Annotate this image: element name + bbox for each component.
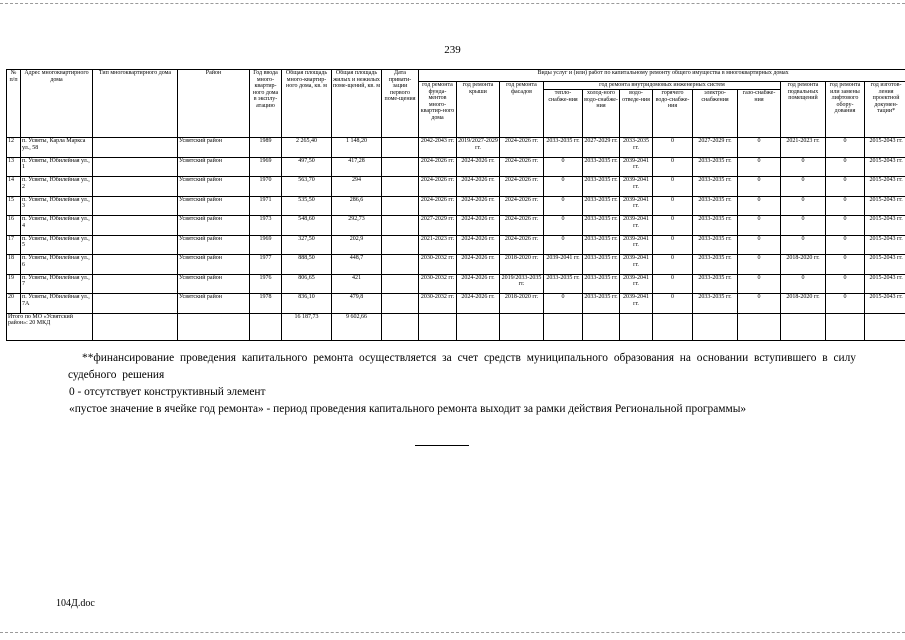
- table-row: [7, 177, 905, 197]
- cell-facade: 2024-2026 гг.: [500, 138, 544, 158]
- cell-electricity: 2033-2035 гг.: [693, 157, 738, 177]
- cell-total-area: 548,60: [282, 216, 332, 236]
- cell-design: 2015-2043 гг.: [865, 138, 905, 158]
- cell-district: Усвятский район: [178, 177, 250, 197]
- cell-type: [93, 255, 178, 275]
- cell-address: п. Усвяты, Юбилейная ул., 1: [21, 157, 93, 177]
- header-district: Район: [178, 70, 250, 138]
- cell-district: Усвятский район: [178, 294, 250, 314]
- cell-year: 1977: [250, 255, 282, 275]
- table-row: [7, 274, 905, 294]
- footnotes: [68, 350, 868, 418]
- total-row: [7, 313, 905, 340]
- cell-year: 1971: [250, 196, 282, 216]
- cell-heating: 2033-2035 гг.: [544, 138, 583, 158]
- cell-heating: 0: [544, 177, 583, 197]
- cell-type: [93, 294, 178, 314]
- cell-year: 1973: [250, 216, 282, 236]
- cell-gas: 0: [738, 294, 781, 314]
- cell-design: 2015-2043 гг.: [865, 216, 905, 236]
- cell-gas: 0: [738, 216, 781, 236]
- cell-cold-water: 2033-2035 гг.: [583, 274, 620, 294]
- cell-num: 12: [7, 138, 21, 158]
- cell-type: [93, 177, 178, 197]
- cell-heating: 2039-2041 гг.: [544, 255, 583, 275]
- cell-electricity: 2027-2029 гг.: [693, 138, 738, 158]
- cell-basement: 0: [781, 235, 826, 255]
- cell-living-area: 286,6: [332, 196, 382, 216]
- cell-privatization: [382, 196, 419, 216]
- cell-lift: 0: [826, 196, 865, 216]
- header-electricity: электро-снабжения: [693, 90, 738, 138]
- cell-facade: 2018-2020 гг.: [500, 294, 544, 314]
- cell-total-area: 327,50: [282, 235, 332, 255]
- cell-total-area: 806,65: [282, 274, 332, 294]
- cell-district: Усвятский район: [178, 235, 250, 255]
- header-num: № п/п: [7, 70, 21, 138]
- cell-facade: 2018-2020 гг.: [500, 255, 544, 275]
- separator-line: [415, 445, 469, 446]
- header-living-area: Общая площадь жилых и нежилых поме-щений, кв. м: [332, 70, 382, 138]
- cell-foundation: 2030-2032 гг.: [419, 274, 457, 294]
- cell-hot-water: 0: [653, 274, 693, 294]
- cell-type: [93, 235, 178, 255]
- cell-num: 17: [7, 235, 21, 255]
- cell-gas: 0: [738, 157, 781, 177]
- cell-district: Усвятский район: [178, 216, 250, 236]
- cell-design: 2015-2043 гг.: [865, 235, 905, 255]
- cell-foundation: 2024-2026 гг.: [419, 177, 457, 197]
- header-gas: газо-снабже-ния: [738, 90, 781, 138]
- header-sewage: водо-отведе-ния: [620, 90, 653, 138]
- cell-privatization: [382, 235, 419, 255]
- cell-privatization: [382, 177, 419, 197]
- cell-roof: 2024-2026 гг.: [457, 294, 500, 314]
- header-year: Год ввода много-квартир-ного дома в эксплу-атацию: [250, 70, 282, 138]
- cell-cold-water: 2033-2035 гг.: [583, 157, 620, 177]
- cell-cold-water: 2033-2035 гг.: [583, 235, 620, 255]
- cell-total-area: 2 265,40: [282, 138, 332, 158]
- cell-type: [93, 157, 178, 177]
- header-systems-group: год ремонта внутридомовых инженерных систем: [544, 82, 781, 90]
- scan-bottom-edge: [0, 632, 905, 633]
- cell-facade: 2024-2026 гг.: [500, 177, 544, 197]
- cell-living-area: 421: [332, 274, 382, 294]
- cell-privatization: [382, 294, 419, 314]
- cell-roof: 2019/2027-2029 гг.: [457, 138, 500, 158]
- cell-basement: 0: [781, 216, 826, 236]
- cell-heating: 0: [544, 157, 583, 177]
- cell-design: 2015-2043 гг.: [865, 157, 905, 177]
- header-type: Тип многоквартирного дома: [93, 70, 178, 138]
- cell-gas: 0: [738, 235, 781, 255]
- table-row: [7, 138, 905, 158]
- cell-living-area: 294: [332, 177, 382, 197]
- header-facade: год ремонта фасадов: [500, 82, 544, 138]
- cell-address: п. Усвяты, Юбилейная ул., 7А: [21, 294, 93, 314]
- cell-basement: 0: [781, 177, 826, 197]
- cell-cold-water: 2033-2035 гг.: [583, 294, 620, 314]
- cell-sewage: 2039-2041 гг.: [620, 177, 653, 197]
- cell-district: Усвятский район: [178, 274, 250, 294]
- cell-district: Усвятский район: [178, 138, 250, 158]
- cell-hot-water: 0: [653, 255, 693, 275]
- cell-foundation: 2030-2032 гг.: [419, 255, 457, 275]
- cell-heating: 0: [544, 294, 583, 314]
- cell-year: 1989: [250, 138, 282, 158]
- cell-design: 2015-2043 гг.: [865, 196, 905, 216]
- cell-cold-water: 2033-2035 гг.: [583, 196, 620, 216]
- cell-gas: 0: [738, 196, 781, 216]
- cell-roof: 2024-2026 гг.: [457, 216, 500, 236]
- note-zero: 0 - отсутствует конструктивный элемент: [69, 386, 266, 398]
- cell-privatization: [382, 274, 419, 294]
- cell-sewage: 2039-2041 гг.: [620, 157, 653, 177]
- cell-total-area: 836,10: [282, 294, 332, 314]
- cell-facade: 2019/2033-2035 гг.: [500, 274, 544, 294]
- header-privatization: Дата привати-зации первого поме-щения: [382, 70, 419, 138]
- capital-repair-table: [6, 69, 905, 341]
- table-row: [7, 216, 905, 236]
- document-filename: 104Д.doc: [56, 598, 95, 609]
- cell-hot-water: 0: [653, 138, 693, 158]
- cell-living-area: 417,28: [332, 157, 382, 177]
- table-row: [7, 255, 905, 275]
- header-design: год изготов-ления проектной докумен-тации*: [865, 82, 905, 138]
- cell-lift: 0: [826, 138, 865, 158]
- cell-electricity: 2033-2035 гг.: [693, 294, 738, 314]
- cell-total-area: 497,50: [282, 157, 332, 177]
- cell-electricity: 2033-2035 гг.: [693, 177, 738, 197]
- cell-design: 2015-2043 гг.: [865, 294, 905, 314]
- cell-year: 1969: [250, 235, 282, 255]
- cell-year: 1976: [250, 274, 282, 294]
- cell-sewage: 2033-2035 гг.: [620, 138, 653, 158]
- cell-lift: 0: [826, 157, 865, 177]
- cell-roof: 2024-2026 гг.: [457, 235, 500, 255]
- cell-address: п. Усвяты, Юбилейная ул., 4: [21, 216, 93, 236]
- cell-address: п. Усвяты, Юбилейная ул., 3: [21, 196, 93, 216]
- cell-foundation: 2042-2043 гг.: [419, 138, 457, 158]
- cell-basement: 2018-2020 гг.: [781, 294, 826, 314]
- cell-cold-water: 2033-2035 гг.: [583, 216, 620, 236]
- cell-lift: 0: [826, 294, 865, 314]
- cell-sewage: 2039-2041 гг.: [620, 255, 653, 275]
- cell-facade: 2024-2026 гг.: [500, 216, 544, 236]
- cell-address: п. Усвяты, Юбилейная ул., 6: [21, 255, 93, 275]
- cell-privatization: [382, 157, 419, 177]
- cell-lift: 0: [826, 216, 865, 236]
- table-body: [7, 138, 905, 314]
- cell-year: 1978: [250, 294, 282, 314]
- cell-roof: 2024-2026 гг.: [457, 177, 500, 197]
- cell-type: [93, 274, 178, 294]
- cell-design: 2015-2043 гг.: [865, 177, 905, 197]
- cell-privatization: [382, 216, 419, 236]
- total-total-area: 16 187,73: [282, 313, 332, 340]
- cell-electricity: 2033-2035 гг.: [693, 196, 738, 216]
- cell-heating: 2033-2035 гг.: [544, 274, 583, 294]
- note-financing: **финансирование проведения капитального ремонта осуществляется за счет средств муниципального образования на основании вступившего в силу судебного решения: [68, 352, 857, 381]
- header-hot-water: горячего водо-снабже-ния: [653, 90, 693, 138]
- cell-lift: 0: [826, 255, 865, 275]
- cell-year: 1969: [250, 157, 282, 177]
- cell-num: 16: [7, 216, 21, 236]
- cell-gas: 0: [738, 177, 781, 197]
- total-label: Итого по МО «Усвятский район»: 20 МКД: [7, 313, 93, 340]
- header-basement: год ремонта подвальных помещений: [781, 82, 826, 138]
- cell-hot-water: 0: [653, 235, 693, 255]
- header-address: Адрес многоквартирного дома: [21, 70, 93, 138]
- cell-sewage: 2039-2041 гг.: [620, 274, 653, 294]
- cell-num: 13: [7, 157, 21, 177]
- cell-num: 20: [7, 294, 21, 314]
- cell-electricity: 2033-2035 гг.: [693, 235, 738, 255]
- cell-type: [93, 216, 178, 236]
- cell-cold-water: 2033-2035 гг.: [583, 255, 620, 275]
- cell-district: Усвятский район: [178, 196, 250, 216]
- table-row: [7, 235, 905, 255]
- cell-living-area: 479,8: [332, 294, 382, 314]
- cell-roof: 2024-2026 гг.: [457, 274, 500, 294]
- cell-district: Усвятский район: [178, 255, 250, 275]
- cell-privatization: [382, 138, 419, 158]
- cell-facade: 2024-2026 гг.: [500, 196, 544, 216]
- cell-total-area: 535,50: [282, 196, 332, 216]
- cell-foundation: 2024-2026 гг.: [419, 196, 457, 216]
- header-services-group: Виды услуг и (или) работ по капитальному ремонту общего имущества в многоквартирных домах: [419, 70, 905, 82]
- cell-facade: 2024-2026 гг.: [500, 157, 544, 177]
- cell-design: 2015-2043 гг.: [865, 255, 905, 275]
- cell-sewage: 2039-2041 гг.: [620, 216, 653, 236]
- cell-total-area: 888,50: [282, 255, 332, 275]
- cell-cold-water: 2027-2029 гг.: [583, 138, 620, 158]
- cell-lift: 0: [826, 235, 865, 255]
- cell-sewage: 2039-2041 гг.: [620, 235, 653, 255]
- header-cold-water: холод-ного водо-снабже-ния: [583, 90, 620, 138]
- cell-foundation: 2030-2032 гг.: [419, 294, 457, 314]
- header-heating: тепло-снабже-ния: [544, 90, 583, 138]
- cell-roof: 2024-2026 гг.: [457, 196, 500, 216]
- cell-gas: 0: [738, 138, 781, 158]
- cell-living-area: 202,9: [332, 235, 382, 255]
- cell-living-area: 448,7: [332, 255, 382, 275]
- cell-address: п. Усвяты, Юбилейная ул., 5: [21, 235, 93, 255]
- cell-electricity: 2033-2035 гг.: [693, 216, 738, 236]
- cell-sewage: 2039-2041 гг.: [620, 196, 653, 216]
- cell-num: 14: [7, 177, 21, 197]
- cell-basement: 2018-2020 гг.: [781, 255, 826, 275]
- cell-hot-water: 0: [653, 294, 693, 314]
- cell-privatization: [382, 255, 419, 275]
- cell-gas: 0: [738, 274, 781, 294]
- table-row: [7, 157, 905, 177]
- cell-cold-water: 2033-2035 гг.: [583, 177, 620, 197]
- cell-hot-water: 0: [653, 196, 693, 216]
- cell-basement: 0: [781, 157, 826, 177]
- cell-electricity: 2033-2035 гг.: [693, 255, 738, 275]
- cell-electricity: 2033-2035 гг.: [693, 274, 738, 294]
- header-total-area: Общая площадь много-квартир-ного дома, кв. м: [282, 70, 332, 138]
- cell-year: 1970: [250, 177, 282, 197]
- cell-hot-water: 0: [653, 177, 693, 197]
- cell-foundation: 2027-2029 гг.: [419, 216, 457, 236]
- cell-heating: 0: [544, 235, 583, 255]
- scan-top-edge: [0, 3, 905, 4]
- cell-roof: 2024-2026 гг.: [457, 255, 500, 275]
- cell-foundation: 2021-2023 гг.: [419, 235, 457, 255]
- cell-basement: 0: [781, 196, 826, 216]
- note-empty: «пустое значение в ячейке год ремонта» - период проведения капитального ремонта выходит за рамки действия Региональной программы»: [69, 403, 747, 415]
- cell-living-area: 292,73: [332, 216, 382, 236]
- cell-total-area: 563,70: [282, 177, 332, 197]
- cell-design: 2015-2043 гг.: [865, 274, 905, 294]
- cell-type: [93, 196, 178, 216]
- cell-lift: 0: [826, 177, 865, 197]
- cell-district: Усвятский район: [178, 157, 250, 177]
- table-row: [7, 196, 905, 216]
- cell-num: 19: [7, 274, 21, 294]
- cell-heating: 0: [544, 216, 583, 236]
- cell-basement: 2021-2023 гг.: [781, 138, 826, 158]
- page-number: 239: [444, 44, 461, 56]
- cell-num: 18: [7, 255, 21, 275]
- cell-num: 15: [7, 196, 21, 216]
- cell-foundation: 2024-2026 гг.: [419, 157, 457, 177]
- cell-roof: 2024-2026 гг.: [457, 157, 500, 177]
- cell-hot-water: 0: [653, 216, 693, 236]
- cell-facade: 2024-2026 гг.: [500, 235, 544, 255]
- cell-address: п. Усвяты, Юбилейная ул., 7: [21, 274, 93, 294]
- cell-gas: 0: [738, 255, 781, 275]
- header-foundation: год ремонта фунда-ментов много-квартир-ного дома: [419, 82, 457, 138]
- cell-address: п. Усвяты, Юбилейная ул., 2: [21, 177, 93, 197]
- cell-living-area: 1 148,20: [332, 138, 382, 158]
- cell-basement: 0: [781, 274, 826, 294]
- table-row: [7, 294, 905, 314]
- cell-lift: 0: [826, 274, 865, 294]
- cell-address: п. Усвяты, Карла Маркса ул., 58: [21, 138, 93, 158]
- total-living-area: 9 602,66: [332, 313, 382, 340]
- header-roof: год ремонта крыши: [457, 82, 500, 138]
- cell-sewage: 2039-2041 гг.: [620, 294, 653, 314]
- cell-hot-water: 0: [653, 157, 693, 177]
- cell-type: [93, 138, 178, 158]
- cell-heating: 0: [544, 196, 583, 216]
- header-lift: год ремонта или замены лифтового обору-дования: [826, 82, 865, 138]
